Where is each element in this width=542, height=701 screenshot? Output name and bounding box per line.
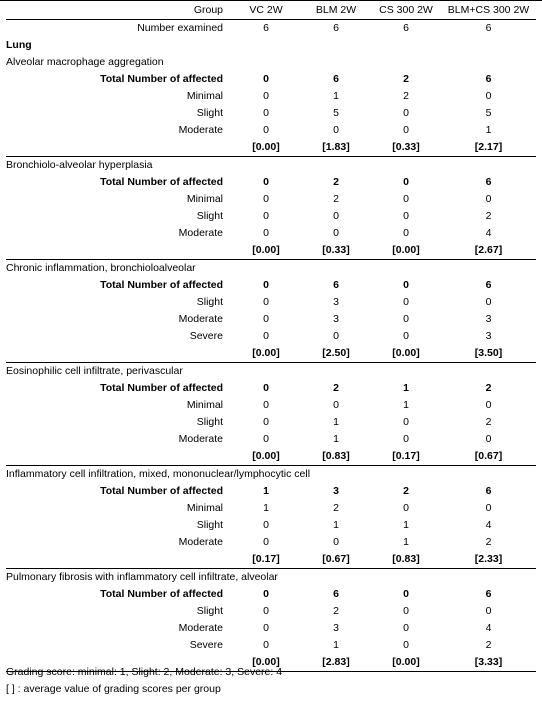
grade-value: 0 [403,227,409,239]
grade-value: 1 [403,399,409,411]
grade-value: 1 [333,416,339,428]
average-score-spacer [6,139,231,157]
total-affected-value: 0 [263,73,269,85]
grade-value: 0 [263,210,269,222]
total-affected-label: Total Number of affected [100,382,223,394]
grade-label: Moderate [178,227,223,239]
grade-value: 0 [263,296,269,308]
total-affected-value: 2 [403,485,409,497]
grade-value: 3 [485,313,492,325]
grade-value: 0 [263,605,269,617]
grade-value: 0 [403,210,409,222]
table-body [6,2,536,672]
total-affected-value: 6 [485,176,492,188]
grade-value: 0 [263,416,269,428]
section-row [6,37,536,54]
grade-value: 0 [333,330,339,342]
grade-value: 0 [403,107,409,119]
grade-value: 0 [263,622,269,634]
average-score-value: [0.17] [231,551,301,569]
average-score-value: [0.00] [231,242,301,260]
grade-value: 0 [263,639,269,651]
grade-row [6,105,536,122]
grade-row [6,328,536,345]
average-score-value: [2.17] [441,139,536,157]
average-score-value: [0.00] [371,242,441,260]
average-score-value: [3.33] [441,654,536,672]
total-affected-label: Total Number of affected [100,485,223,497]
total-affected-value: 6 [485,485,492,497]
grade-row [6,191,536,208]
grade-value: 0 [485,399,492,411]
grade-label: Minimal [186,90,223,102]
grade-value: 0 [485,193,492,205]
grade-value: 2 [333,605,339,617]
grade-value: 0 [403,639,409,651]
grade-label: Moderate [178,313,223,325]
grade-value: 0 [403,124,409,136]
number-examined-value: 6 [263,22,269,34]
grade-value: 0 [263,227,269,239]
total-affected-value: 2 [485,382,492,394]
grade-value: 4 [485,519,492,531]
total-affected-label: Total Number of affected [100,176,223,188]
grade-row [6,431,536,448]
total-affected-value: 1 [263,485,269,497]
grade-value: 0 [263,193,269,205]
total-affected-value: 2 [333,176,339,188]
total-affected-label: Total Number of affected [100,588,223,600]
total-affected-label: Total Number of affected [100,73,223,85]
average-score-value: [0.33] [371,139,441,157]
grade-value: 4 [485,227,492,239]
grade-value: 0 [403,605,409,617]
grade-label: Severe [189,330,223,342]
grade-label: Slight [196,519,223,531]
grade-value: 1 [263,502,269,514]
grade-value: 1 [403,519,409,531]
column-header-row [6,2,536,20]
column-header-blm-2w: BLM 2W [301,2,371,20]
grade-value: 1 [333,639,339,651]
finding-title: Pulmonary fibrosis with inflammatory cell infiltrate, alveolar [6,571,278,583]
total-affected-value: 0 [403,176,409,188]
grade-label: Slight [196,107,223,119]
average-score-value: [0.00] [371,345,441,363]
grade-row [6,637,536,654]
average-score-value: [2.67] [441,242,536,260]
footnote-average: [ ] : average value of grading scores per group [6,683,221,695]
average-score-row [6,139,536,157]
finding-title-row [6,54,536,71]
grade-label: Moderate [178,124,223,136]
finding-title: Chronic inflammation, bronchioloalveolar [6,262,196,274]
total-affected-value: 2 [403,73,409,85]
grade-value: 2 [485,536,492,548]
finding-title-row [6,466,536,484]
number-examined-value: 6 [485,22,492,34]
total-affected-value: 0 [403,279,409,291]
total-affected-value: 6 [333,588,339,600]
finding-title-row [6,363,536,381]
grade-value: 0 [485,296,492,308]
total-affected-value: 0 [263,176,269,188]
grade-value: 2 [333,193,339,205]
grade-label: Minimal [186,193,223,205]
grade-value: 0 [333,227,339,239]
grade-value: 0 [263,433,269,445]
grade-label: Minimal [186,502,223,514]
grade-value: 0 [263,330,269,342]
average-score-value: [0.00] [231,654,301,672]
grade-value: 0 [403,622,409,634]
grade-value: 2 [403,90,409,102]
grade-value: 3 [333,313,339,325]
grade-label: Severe [189,639,223,651]
grade-value: 2 [485,639,492,651]
grade-value: 5 [333,107,339,119]
grade-value: 0 [263,536,269,548]
footnotes [6,664,282,698]
total-affected-row [6,586,536,603]
grade-value: 3 [485,330,492,342]
grade-row [6,311,536,328]
total-affected-row [6,380,536,397]
group-header: Group [6,2,231,20]
total-affected-row [6,483,536,500]
grade-value: 3 [333,622,339,634]
average-score-value: [0.67] [441,448,536,466]
finding-title: Alveolar macrophage aggregation [6,56,164,68]
grade-value: 0 [403,193,409,205]
grade-row [6,225,536,242]
total-affected-row [6,174,536,191]
grade-label: Moderate [178,622,223,634]
average-score-spacer [6,448,231,466]
grade-value: 0 [333,124,339,136]
grade-value: 0 [263,399,269,411]
grade-value: 2 [485,210,492,222]
finding-title-row [6,157,536,175]
grade-value: 0 [403,313,409,325]
grade-value: 4 [485,622,492,634]
grade-value: 5 [485,107,492,119]
total-affected-value: 0 [263,382,269,394]
grade-value: 0 [263,519,269,531]
column-header-blm-cs-300-2w: BLM+CS 300 2W [441,2,536,20]
grade-row [6,294,536,311]
average-score-value: [2.83] [301,654,371,672]
grade-row [6,603,536,620]
grade-value: 0 [333,399,339,411]
grade-value: 0 [403,433,409,445]
average-score-row [6,345,536,363]
grade-row [6,208,536,225]
footnote-grading: Grading score: minimal: 1, Slight: 2, Moderate: 3, Severe: 4 [6,666,283,678]
grade-row [6,500,536,517]
total-affected-label: Total Number of affected [100,279,223,291]
grade-value: 0 [263,90,269,102]
grade-label: Minimal [186,399,223,411]
total-affected-value: 0 [263,588,269,600]
average-score-row [6,242,536,260]
average-score-value: [1.83] [301,139,371,157]
average-score-value: [0.33] [301,242,371,260]
finding-title: Bronchiolo-alveolar hyperplasia [6,159,153,171]
grade-label: Moderate [178,433,223,445]
total-affected-row [6,71,536,88]
grade-label: Moderate [178,536,223,548]
average-score-value: [0.00] [231,448,301,466]
grade-value: 1 [333,433,339,445]
average-score-row [6,448,536,466]
average-score-value: [0.00] [371,654,441,672]
average-score-value: [0.83] [371,551,441,569]
grade-row [6,88,536,105]
number-examined-label: Number examined [137,22,223,34]
total-affected-value: 6 [333,279,339,291]
grade-value: 0 [333,210,339,222]
table-top-rule [0,0,542,1]
average-score-spacer [6,551,231,569]
total-affected-value: 6 [333,73,339,85]
grade-row [6,620,536,637]
grade-value: 1 [333,519,339,531]
finding-title: Eosinophilic cell infiltrate, perivascular [6,365,183,377]
total-affected-value: 6 [485,588,492,600]
grade-value: 0 [485,433,492,445]
grade-row [6,122,536,139]
grade-value: 0 [263,313,269,325]
finding-title-row [6,569,536,587]
grade-row [6,414,536,431]
column-header-cs-300-2w: CS 300 2W [371,2,441,20]
grade-value: 2 [485,416,492,428]
grade-label: Slight [196,296,223,308]
grade-row [6,397,536,414]
grade-label: Slight [196,416,223,428]
total-affected-value: 6 [485,279,492,291]
number-examined-row [6,20,536,38]
grade-label: Slight [196,605,223,617]
grade-value: 1 [485,124,492,136]
grade-row [6,517,536,534]
total-affected-row [6,277,536,294]
average-score-value: [0.00] [231,139,301,157]
grade-value: 0 [403,330,409,342]
average-score-value: [0.83] [301,448,371,466]
lung-histopathology-table [6,2,536,672]
number-examined-value: 6 [403,22,409,34]
grade-value: 0 [485,90,492,102]
grade-value: 0 [403,296,409,308]
total-affected-value: 3 [333,485,339,497]
average-score-value: [2.50] [301,345,371,363]
grade-value: 3 [333,296,339,308]
grade-value: 0 [403,416,409,428]
section-title: Lung [6,39,32,51]
average-score-value: [3.50] [441,345,536,363]
average-score-row [6,551,536,569]
average-score-spacer [6,345,231,363]
finding-title: Inflammatory cell infiltration, mixed, mononuclear/lymphocytic cell [6,468,311,480]
grade-value: 0 [263,107,269,119]
grade-value: 2 [333,502,339,514]
grade-label: Slight [196,210,223,222]
grade-value: 0 [263,124,269,136]
number-examined-value: 6 [333,22,339,34]
grade-value: 1 [403,536,409,548]
total-affected-value: 0 [263,279,269,291]
total-affected-value: 6 [485,73,492,85]
grade-value: 0 [485,502,492,514]
grade-row [6,534,536,551]
finding-title-row [6,260,536,278]
average-score-value: [2.33] [441,551,536,569]
column-header-vc-2w: VC 2W [231,2,301,20]
total-affected-value: 0 [403,588,409,600]
grade-value: 0 [333,536,339,548]
grade-value: 0 [403,502,409,514]
average-score-value: [0.00] [231,345,301,363]
total-affected-value: 1 [403,382,409,394]
average-score-value: [0.67] [301,551,371,569]
grade-value: 1 [333,90,339,102]
grade-value: 0 [485,605,492,617]
total-affected-value: 2 [333,382,339,394]
average-score-spacer [6,242,231,260]
average-score-value: [0.17] [371,448,441,466]
